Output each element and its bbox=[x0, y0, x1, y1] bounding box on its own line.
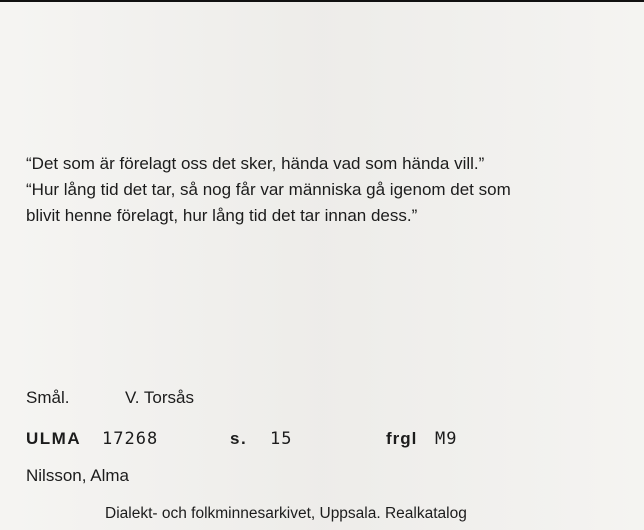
proverb-text bbox=[26, 151, 626, 229]
informant-name: Nilsson, Alma bbox=[26, 466, 129, 485]
archive-card bbox=[0, 2, 644, 530]
question-label: frgl bbox=[386, 429, 418, 448]
question-code: M9 bbox=[435, 429, 458, 449]
proverb-line-3: blivit henne förelagt, hur lång tid det tar innan dess.” bbox=[26, 206, 418, 225]
ulma-label: ULMA bbox=[26, 429, 82, 448]
archive-footer: Dialekt- och folkminnesarkivet, Uppsala. Realkatalog bbox=[105, 505, 467, 522]
page-number: 15 bbox=[270, 429, 293, 449]
page-label: s. bbox=[230, 429, 248, 448]
reference-row bbox=[26, 429, 626, 453]
proverb-line-2: “Hur lång tid det tar, så nog får var människa gå igenom det som bbox=[26, 180, 511, 199]
proverb-line-1: “Det som är förelagt oss det sker, hända vad som hända vill.” bbox=[26, 154, 485, 173]
place-row bbox=[26, 388, 194, 408]
ulma-number: 17268 bbox=[102, 429, 159, 449]
parish: V. Torsås bbox=[125, 388, 194, 407]
province: Smål. bbox=[26, 388, 70, 407]
